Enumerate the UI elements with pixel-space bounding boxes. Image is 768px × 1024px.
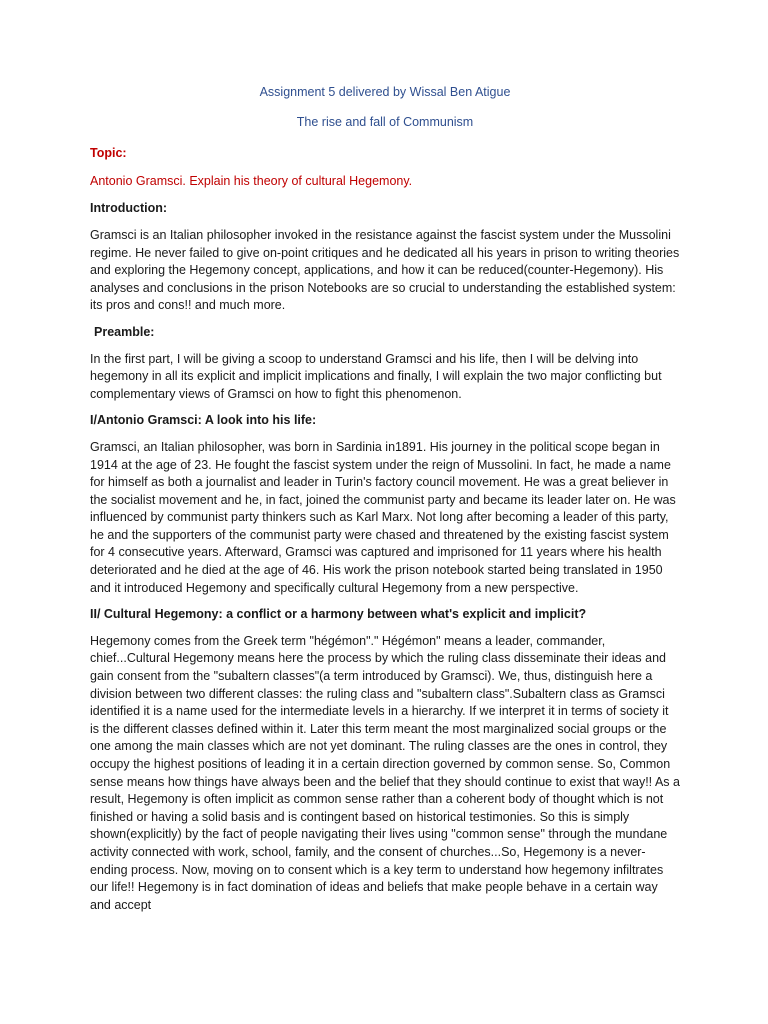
introduction-heading: Introduction: bbox=[90, 201, 168, 216]
part2-paragraph: Hegemony comes from the Greek term "hégémon"." Hégémon" means a leader, commander, chief...Cultural Hegemony means here the process by which the ruling class disseminate their ideas and gain consent from the "subaltern classes"(a term introduced by Gramsci). We, thus, distinguish here a division between two different classes: the ruling class and "subaltern class".Subaltern class as Gramsci identified it is a name used for the intermediate levels in a hierarchy. If we interpret it in terms of society it is the different classes defined within it. Later this term meant the most marginalized social groups or the one among the main classes which are not yet dominant. The ruling classes are the ones in control, they occupy the highest positions of leading it in a certain direction governed by common sense. So, Common sense means how things have always been and the belief that they should continue to exist that way!! As a result, Hegemony is often implicit as common sense rather than a coherent body of thought which is not finished or having a solid basis and is contingent based on historical testimonies. So this is simply shown(explicitly) by the fact of people navigating their lives using "common sense" through the mundane activity connected with work, school, family, and the consent of churches...So, Hegemony is a never-ending process. Now, moving on to consent which is a key term to understand how hegemony infiltrates our life!! Hegemony is in fact domination of ideas and beliefs that make people behave in a certain way and accept bbox=[90, 633, 680, 912]
topic-label: Topic: bbox=[90, 146, 127, 161]
part1-paragraph: Gramsci, an Italian philosopher, was born in Sardinia in1891. His journey in the political scope began in 1914 at the age of 23. He fought the fascist system under the reign of Mussolini. In fact, he made a name for himself as both a journalist and leader in Turin's factory council movement. He was a great believer in the socialist movement and he, in fact, joined the communist party and became its leader later on. He was influenced by communist party thinkers such as Karl Marx. Not long after becoming a leader of this party, he and the supporters of the communist party were chased and threatened by the existing fascist system for 4 consecutive years. Afterward, Gramsci was captured and imprisoned for 11 years where his health deteriorated and he died at the age of 46. His work the prison notebook started being translated in 1950 and it introduced Hegemony and specifically cultural Hegemony from a new perspective. bbox=[90, 439, 676, 595]
preamble-heading: Preamble: bbox=[94, 324, 155, 339]
assignment-line: Assignment 5 delivered by Wissal Ben Atigue bbox=[259, 85, 511, 99]
part2-heading: II/ Cultural Hegemony: a conflict or a harmony between what's explicit and implicit? bbox=[90, 607, 587, 622]
part1-heading: I/Antonio Gramsci: A look into his life: bbox=[90, 413, 317, 428]
course-title: The rise and fall of Communism bbox=[296, 114, 474, 129]
introduction-paragraph: Gramsci is an Italian philosopher invoked in the resistance against the fascist system under the Mussolini regime. He never failed to give on-point critiques and he dedicated all his years in prison to writing theories and exploring the Hegemony concept, applications, and how it can be reduced(counter-Hegemony). His analyses and conclusions in the prison Notebooks are so crucial to understanding the established system: its pros and cons!! and much more. bbox=[90, 227, 680, 313]
preamble-paragraph: In the first part, I will be giving a scoop to understand Gramsci and his life, then I will be delving into hegemony in all its explicit and implicit implications and finally, I will explain the two major conflicting but complementary views of Gramsci on how to fight this phenomenon. bbox=[90, 351, 662, 401]
topic-text: Antonio Gramsci. Explain his theory of cultural Hegemony. bbox=[90, 173, 413, 188]
document-content bbox=[90, 84, 680, 923]
